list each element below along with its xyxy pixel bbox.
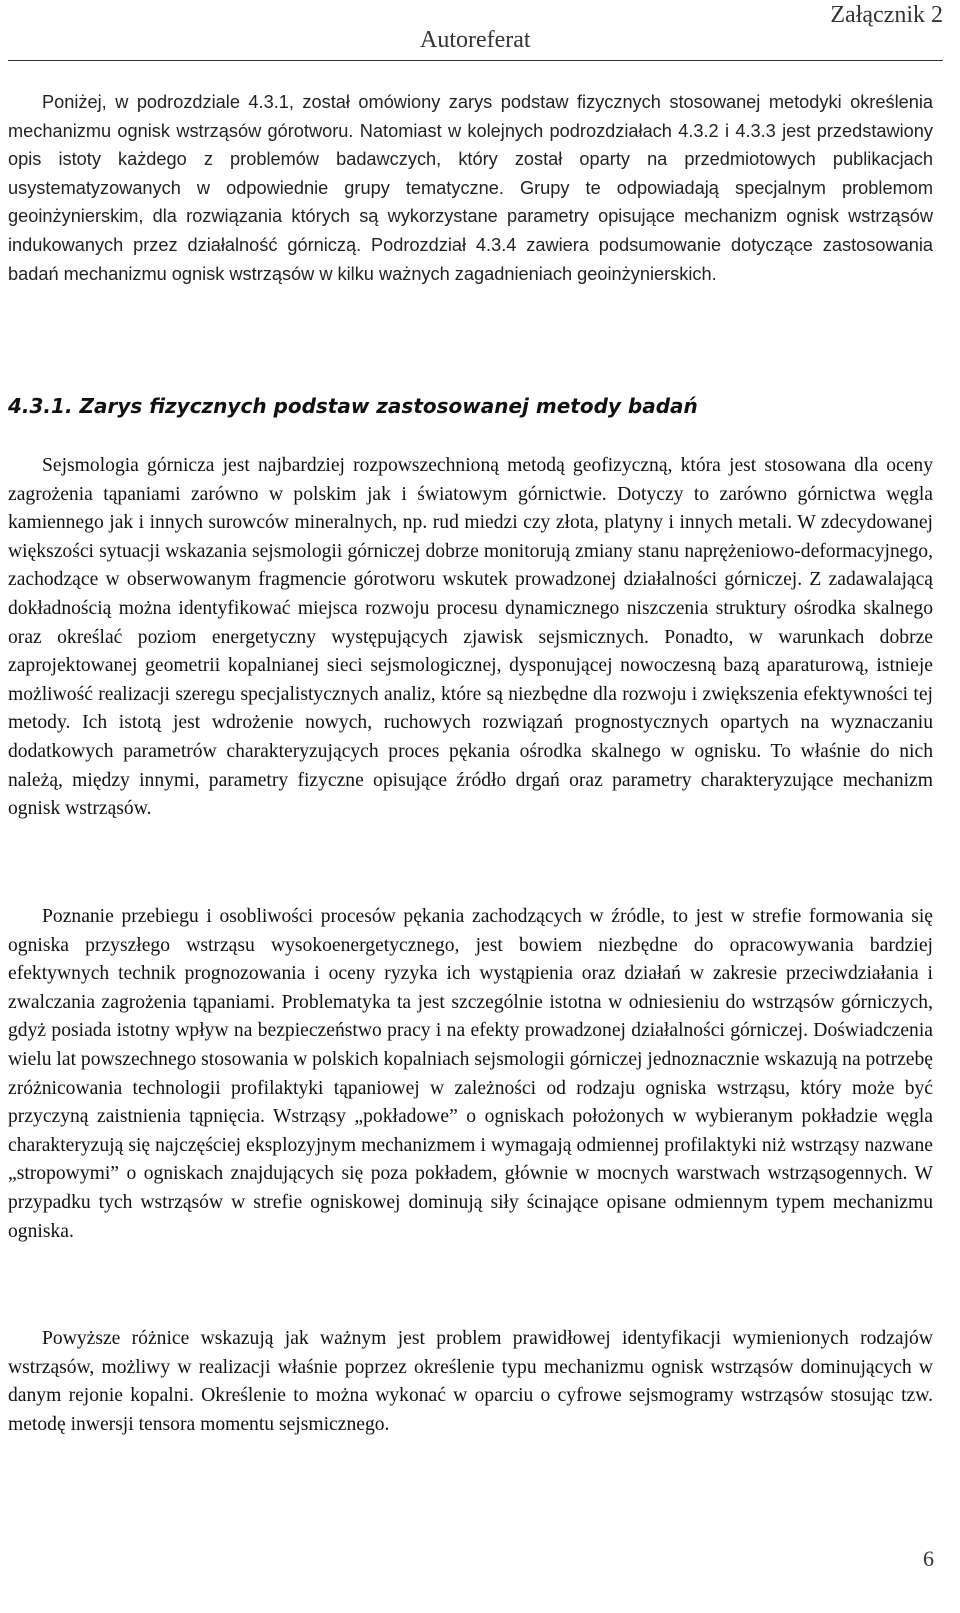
page-header	[8, 0, 943, 61]
body-paragraph-2: Poznanie przebiegu i osobliwości procesów pękania zachodzących w źródle, to jest w strefie formowania się ogniska przyszłego wstrząsu wysokoenergetycznego, jest bowiem niezbędne do opracowywania bardziej efektywnych technik prognozowania i oceny ryzyka ich wystąpienia oraz działań w zakresie przeciwdziałania i zwalczania zagrożenia tąpaniami. Problematyka ta jest szczególnie istotna w odniesieniu do wstrząsów górniczych, gdyż posiada istotny wpływ na bezpieczeństwo pracy i na efekty prowadzonej działalności górniczej. Doświadczenia wielu lat powszechnego stosowania w polskich kopalniach sejsmologii górniczej jednoznacznie wskazują na potrzebę zróżnicowania technologii profilaktyki tąpaniowej w zależności od rodzaju ogniska wstrząsu, który może być przyczyną zaistnienia tąpnięcia. Wstrząsy „pokładowe” o ogniskach położonych w wybieranym pokładzie węgla charakteryzują się najczęściej eksplozyjnym mechanizmem i wymagają odmiennej profilaktyki niż wstrząsy nazwane „stropowymi” o ogniskach znajdujących się poza pokładem, głównie w mocnych warstwach wstrząsogennych. W przypadku tych wstrząsów w strefie ogniskowej dominują siły ścinające opisane odmiennym typem mechanizmu ogniska.	[8, 906, 933, 1242]
intro-paragraph: Poniżej, w podrozdziale 4.3.1, został omówiony zarys podstaw fizycznych stosowanej metodyki określenia mechanizmu ognisk wstrząsów górotworu. Natomiast w kolejnych podrozdziałach 4.3.2 i 4.3.3 jest przedstawiony opis istoty każdego z problemów badawczych, który został oparty na przedmiotowych publikacjach usystematyzowanych w odpowiednie grupy tematyczne. Grupy te odpowiadają specjalnym problemom geoinżynierskim, dla rozwiązania których są wykorzystane parametry opisujące mechanizm ognisk wstrząsów indukowanych przez działalność górniczą. Podrozdział 4.3.4 zawiera podsumowanie dotyczące zastosowania badań mechanizmu ognisk wstrząsów w kilku ważnych zagadnieniach geoinżynierskich.	[8, 92, 933, 284]
page-number: 6	[923, 1546, 934, 1571]
body-paragraph-3: Powyższe różnice wskazują jak ważnym jest problem prawidłowej identyfikacji wymienionych rodzajów wstrząsów, możliwy w realizacji właśnie poprzez określenie typu mechanizmu ognisk wstrząsów dominujących w danym rejonie kopalni. Określenie to można wykonać w oparciu o cyfrowe sejsmogramy wstrząsów stosując tzw. metodę inwersji tensora momentu sejsmicznego.	[8, 1328, 933, 1435]
section-heading: 4.3.1. Zarys fizycznych podstaw zastosowanej metody badań	[8, 394, 698, 418]
annex-label: Załącznik 2	[830, 2, 943, 28]
body-paragraph-1: Sejsmologia górnicza jest najbardziej rozpowszechnioną metodą geofizyczną, która jest stosowana dla oceny zagrożenia tąpaniami zarówno w polskim jak i światowym górnictwie. Dotyczy to zarówno górnictwa węgla kamiennego jak i innych surowców mineralnych, np. rud miedzi czy złota, platyny i innych metali. W zdecydowanej większości sytuacji wskazania sejsmologii górniczej dobrze monitorują zmiany stanu naprężeniowo-deformacyjnego, zachodzące w obserwowanym fragmencie górotworu wskutek prowadzonej działalności górniczej. Z zadawalającą dokładnością można identyfikować miejsca rozwoju procesu dynamicznego niszczenia struktury ośrodka skalnego oraz określać poziom energetyczny występujących zjawisk sejsmicznych. Ponadto, w warunkach dobrze zaprojektowanej geometrii kopalnianej sieci sejsmologicznej, dysponującej nowoczesną bazą aparaturową, istnieje możliwość realizacji szeregu specjalistycznych analiz, które są niezbędne dla rozwoju i zwiększenia efektywności tej metody. Ich istotą jest wdrożenie nowych, ruchowych rozwiązań prognostycznych opartych na wyznaczaniu dodatkowych parametrów charakteryzujących proces pękania ośrodka skalnego w ognisku. To właśnie do nich należą, między innymi, parametry fizyczne opisujące źródło drgań oraz parametry charakteryzujące mechanizm ognisk wstrząsów.	[8, 455, 933, 820]
header-subtitle: Autoreferat	[420, 27, 531, 53]
